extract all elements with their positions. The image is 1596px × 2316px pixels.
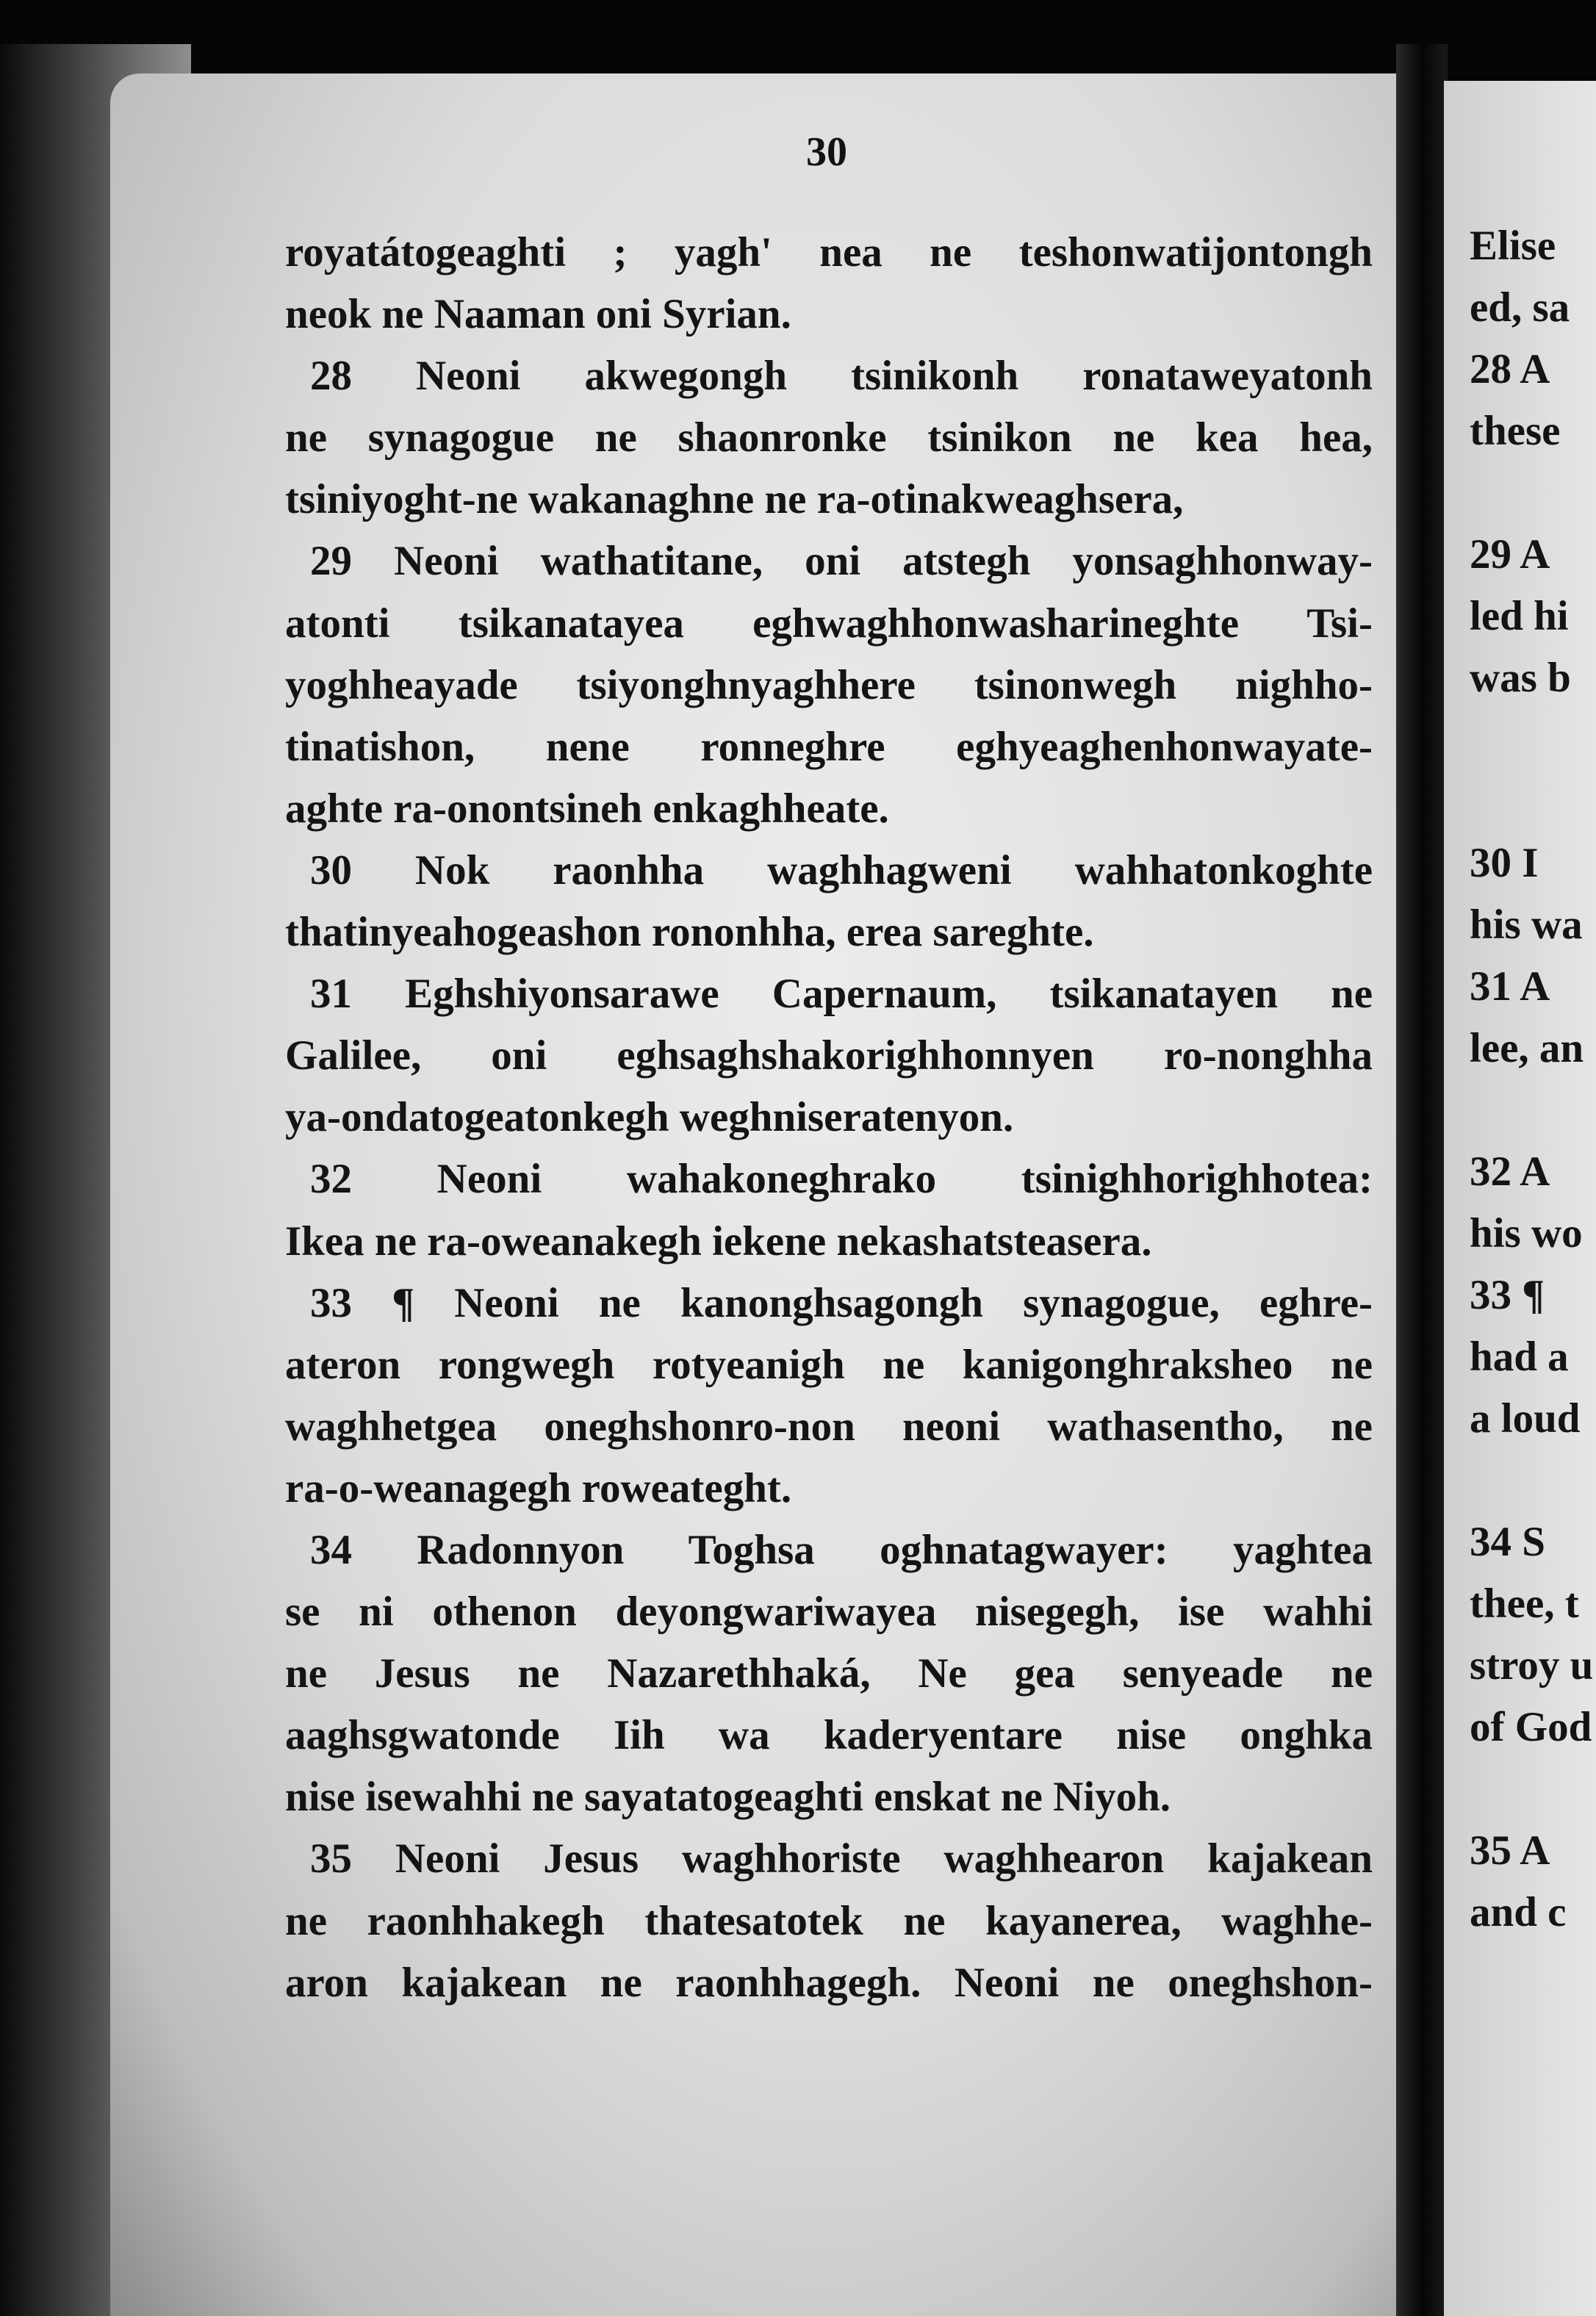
text-line-fragment: his wa: [1470, 902, 1583, 948]
text-line-fragment: ed, sa: [1470, 284, 1570, 331]
text-line: thatinyeahogeashon rononhha, erea sareghte.: [285, 909, 1094, 956]
text-line-fragment: led hi: [1470, 593, 1569, 639]
text-line-fragment: lee, an: [1470, 1025, 1584, 1071]
text-line: nise isewahhi ne sayatatogeaghti enskat ne Niyoh.: [285, 1774, 1171, 1821]
text-line: aaghsgwatonde Iih wa kaderyentare nise onghka: [285, 1712, 1373, 1759]
text-line: ne synagogue ne shaonronke tsinikon ne kea hea,: [285, 414, 1373, 461]
text-line-fragment: 28 A: [1470, 346, 1550, 392]
book-gutter: [1396, 44, 1448, 2316]
text-line: 31 Eghshiyonsarawe Capernaum, tsikanatayen ne: [310, 971, 1373, 1018]
text-line-fragment: 31 A: [1470, 963, 1550, 1010]
text-line: 30 Nok raonhha waghhagweni wahhatonkoghte: [310, 846, 1373, 893]
text-line: ya-ondatogeatonkegh weghniseratenyon.: [285, 1094, 1014, 1141]
text-line: Galilee, oni eghsaghshakorighhonnyen ro-nonghha: [285, 1032, 1373, 1079]
text-line-fragment: a loud: [1470, 1395, 1581, 1442]
text-line: aghte ra-onontsineh enkaghheate.: [285, 785, 889, 832]
text-line-fragment: these: [1470, 408, 1561, 454]
page-number: 30: [806, 129, 847, 175]
text-line: 34 Radonnyon Toghsa oghnatagwayer: yaghtea: [310, 1526, 1373, 1573]
left-page-text: [285, 222, 1373, 2014]
text-line-fragment: 32 A: [1470, 1148, 1550, 1195]
text-line: yoghheayade tsiyonghnyaghhere tsinonwegh nighho-: [285, 661, 1373, 708]
text-line: ne raonhhakegh thatesatotek ne kayanerea, waghhe-: [285, 1897, 1373, 1944]
text-line-fragment: stroy u: [1470, 1642, 1594, 1689]
text-line: 29 Neoni wathatitane, oni atstegh yonsaghhonway-: [310, 538, 1373, 585]
text-line: 33 ¶ Neoni ne kanonghsagongh synagogue, eghre-: [310, 1279, 1373, 1326]
text-line-fragment: of God: [1470, 1704, 1592, 1750]
text-line: ne Jesus ne Nazarethhaká, Ne gea senyeade ne: [285, 1650, 1373, 1697]
text-line: Ikea ne ra-oweanakegh iekene nekashatsteasera.: [285, 1218, 1152, 1265]
text-line: atonti tsikanatayea eghwaghhonwasharineghte Tsi-: [285, 600, 1373, 647]
text-line-fragment: 30 I: [1470, 840, 1539, 886]
text-line-fragment: and c: [1470, 1889, 1567, 1935]
text-line: waghhetgea oneghshonro-non neoni wathasentho, ne: [285, 1403, 1373, 1450]
text-line: tsiniyoght-ne wakanaghne ne ra-otinakweaghsera,: [285, 476, 1184, 523]
text-line-fragment: thee, t: [1470, 1580, 1579, 1627]
text-line-fragment: Elise: [1470, 223, 1556, 269]
text-line-fragment: 35 A: [1470, 1827, 1550, 1874]
text-line: 35 Neoni Jesus waghhoriste waghhearon kajakean: [310, 1835, 1373, 1882]
text-line: 28 Neoni akwegongh tsinikonh ronataweyatonh: [310, 353, 1373, 400]
text-line: aron kajakean ne raonhhagegh. Neoni ne oneghshon-: [285, 1959, 1373, 2006]
text-line-fragment: his wo: [1470, 1210, 1583, 1256]
right-page-text: [1470, 222, 1596, 1985]
text-line-fragment: 34 S: [1470, 1519, 1545, 1565]
text-line: ateron rongwegh rotyeanigh ne kanigonghraksheo ne: [285, 1341, 1373, 1388]
text-line: royatátogeaghti ; yagh' nea ne teshonwatijontongh: [285, 229, 1373, 276]
text-line-fragment: 29 A: [1470, 531, 1550, 578]
text-line: tinatishon, nene ronneghre eghyeaghenhonwayate-: [285, 723, 1373, 770]
text-line: se ni othenon deyongwariwayea nisegegh, ise wahhi: [285, 1589, 1373, 1636]
text-line: 32 Neoni wahakoneghrako tsinighhorighhotea:: [310, 1156, 1373, 1203]
text-line: ra-o-weanagegh roweateght.: [285, 1464, 792, 1511]
text-line-fragment: had a: [1470, 1334, 1569, 1380]
text-line-fragment: was b: [1470, 655, 1571, 701]
text-line: neok ne Naaman oni Syrian.: [285, 291, 791, 338]
text-line-fragment: 33 ¶: [1470, 1272, 1545, 1318]
